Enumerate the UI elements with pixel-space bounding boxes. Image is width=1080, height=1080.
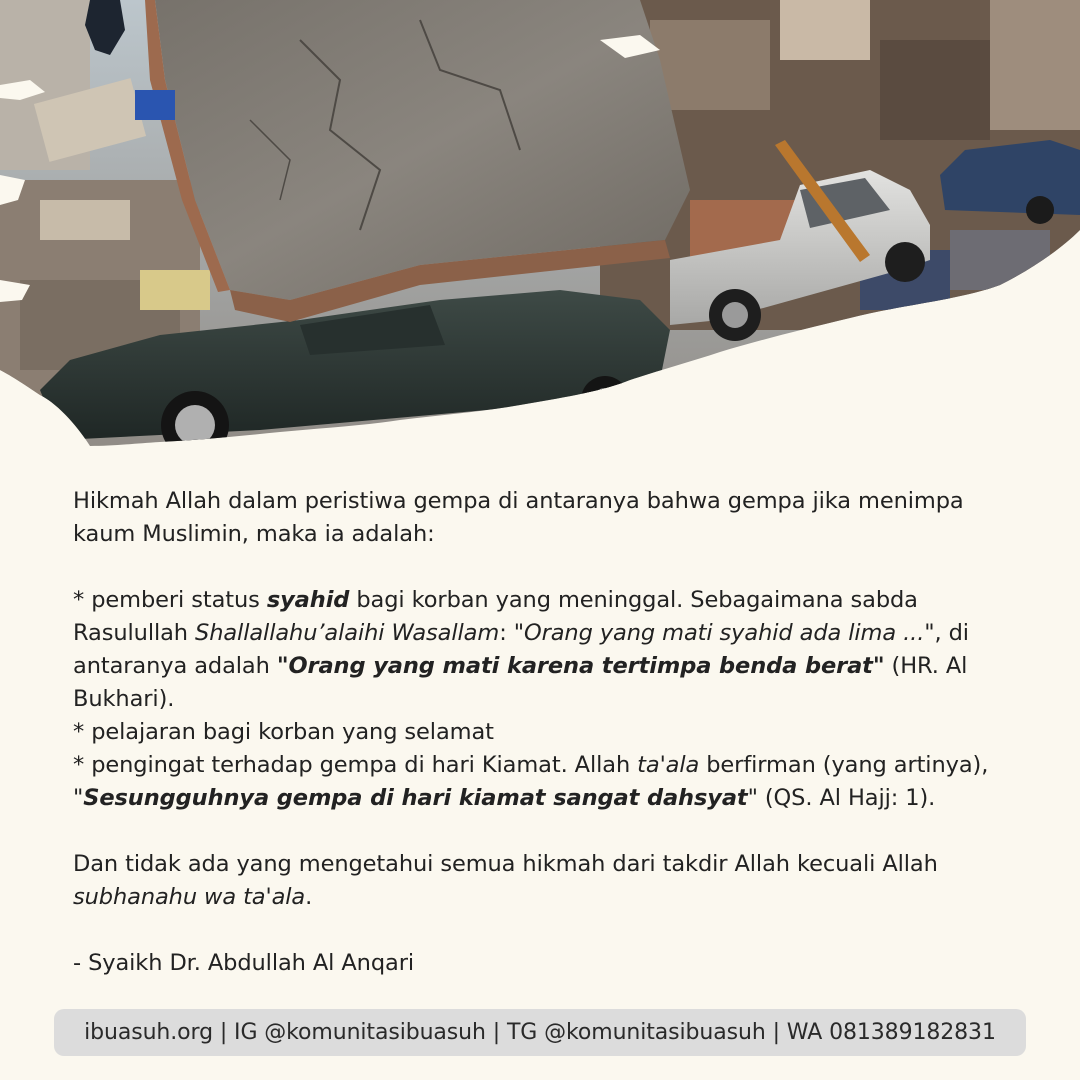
- point1-text-a: bagi korban yang meninggal. Sebagaimana sabda Rasulullah: [73, 587, 918, 646]
- quran-bold-quote: Sesungguhnya gempa di hari kiamat sangat dahsyat: [83, 785, 748, 811]
- rasul-honorific: Shallallahu’alaihi Wasallam: [195, 620, 500, 646]
- point1-bullet: * pemberi status: [73, 587, 267, 613]
- closing-text: Dan tidak ada yang mengetahui semua hikmah dari takdir Allah kecuali Allah: [73, 851, 938, 877]
- closing-italic: subhanahu wa ta'ala: [73, 884, 306, 910]
- author-attribution: - Syaikh Dr. Abdullah Al Anqari: [73, 950, 415, 976]
- hadith-bold-quote: "Orang yang mati karena tertimpa benda berat": [276, 653, 885, 679]
- closing-paragraph: [73, 848, 1023, 914]
- quote-open: ": [73, 785, 84, 811]
- point3-text-b: berfirman (yang artinya),: [699, 752, 989, 778]
- earthquake-rubble-photo: [0, 0, 1080, 460]
- point-syahid: [73, 584, 1023, 716]
- footer-contact-bar: [54, 1009, 1026, 1056]
- point-reminder: [73, 749, 1023, 815]
- footer-text: ibuasuh.org | IG @komunitasibuasuh | TG @komunitasibuasuh | WA 081389182831: [84, 1020, 996, 1045]
- taala-term: ta'ala: [637, 752, 700, 778]
- point3-source: (QS. Al Hajj: 1).: [757, 785, 936, 811]
- point1-colon: :: [499, 620, 514, 646]
- quote-close: ": [747, 785, 758, 811]
- intro-paragraph: Hikmah Allah dalam peristiwa gempa di antaranya bahwa gempa jika menimpa kaum Muslimin, maka ia adalah:: [73, 488, 964, 547]
- hadith-quote: "Orang yang mati syahid ada lima ...": [513, 620, 935, 646]
- syahid-term: syahid: [266, 587, 350, 613]
- point1-text-b: , di antaranya adalah: [73, 620, 969, 679]
- point3-text-a: * pengingat terhadap gempa di hari Kiamat. Allah: [73, 752, 638, 778]
- article-body: [73, 485, 1023, 980]
- point1-source: (HR. Al Bukhari).: [73, 653, 968, 712]
- closing-end: .: [305, 884, 313, 910]
- point-lesson: * pelajaran bagi korban yang selamat: [73, 719, 494, 745]
